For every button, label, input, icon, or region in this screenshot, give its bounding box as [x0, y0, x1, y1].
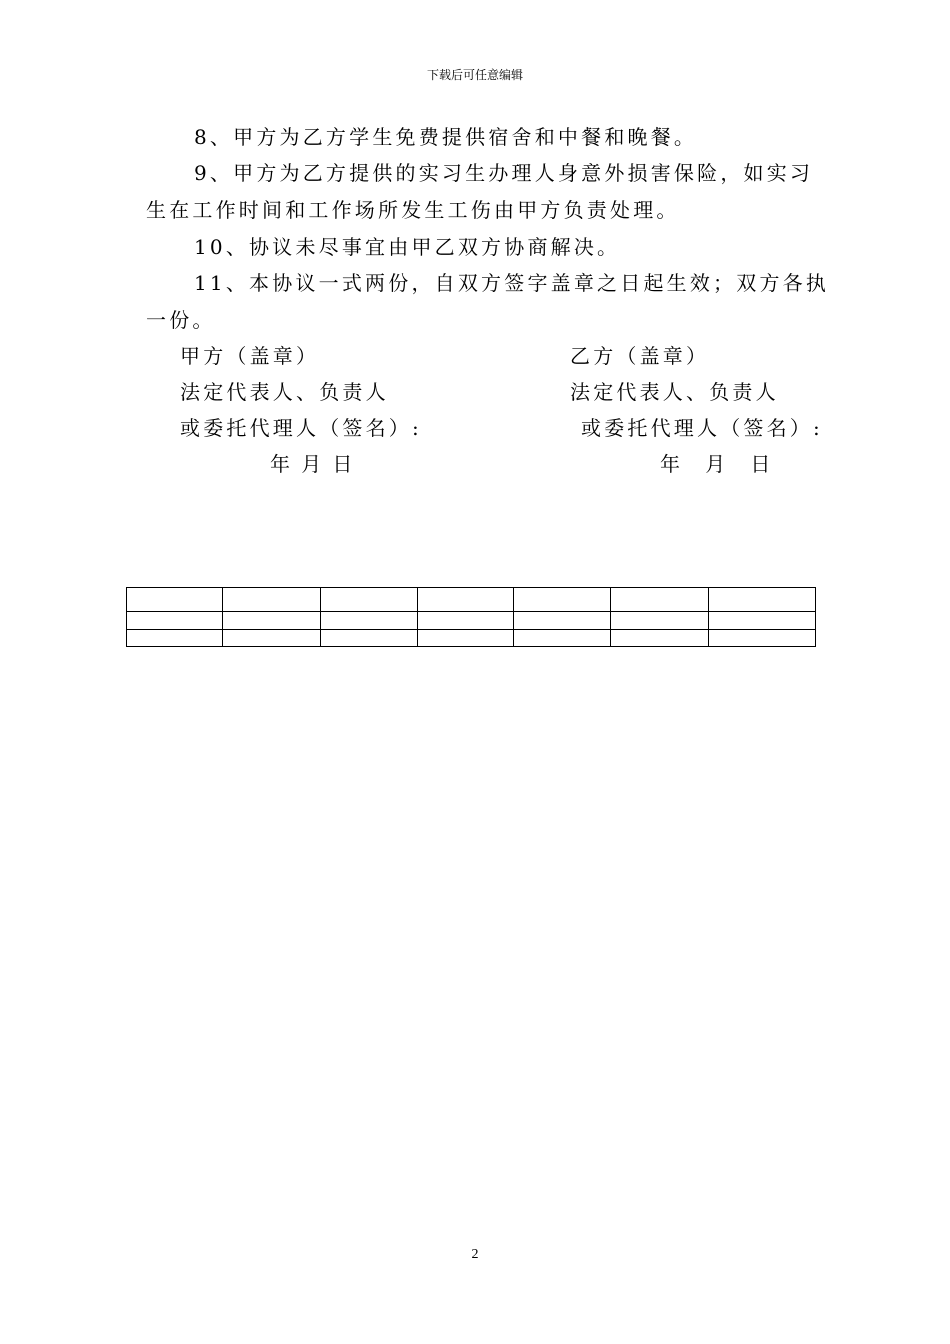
party-a-day-label: 日: [332, 452, 356, 476]
party-b-representative-label: 法定代表人、负责人: [570, 380, 779, 404]
party-b-agent-label: 或委托代理人（签名）:: [581, 416, 823, 440]
table-cell: [611, 612, 709, 629]
table-cell: [417, 629, 514, 646]
table-cell: [514, 629, 611, 646]
table-cell: [127, 612, 223, 629]
table-cell: [127, 588, 223, 612]
party-b-month-label: 月: [705, 452, 729, 476]
page-number: 2: [471, 1247, 479, 1262]
clause-10: 10、协议未尽事宜由甲乙双方协商解决。: [194, 235, 621, 259]
clause-11-line-1: 11、本协议一式两份，自双方签字盖章之日起生效；双方各执: [194, 271, 830, 295]
table-cell: [417, 588, 514, 612]
party-b-day-label: 日: [750, 452, 774, 476]
table-cell: [222, 629, 320, 646]
table-cell: [611, 588, 709, 612]
table-row: [127, 588, 816, 612]
party-a-date-line: [270, 446, 356, 483]
table-row: [127, 629, 816, 646]
clause-11-line-2: 一份。: [146, 308, 216, 332]
party-a-representative-label: 法定代表人、负责人: [180, 380, 389, 404]
clause-9-line-2: 生在工作时间和工作场所发生工伤由甲方负责处理。: [146, 198, 680, 222]
table-row: [127, 612, 816, 629]
table-cell: [709, 612, 816, 629]
table-cell: [709, 629, 816, 646]
party-b-date-line: [660, 446, 774, 483]
table-cell: [514, 588, 611, 612]
table-cell: [611, 629, 709, 646]
clause-8: 8、甲方为乙方学生免费提供宿舍和中餐和晚餐。: [194, 125, 698, 149]
clause-9-line-1: 9、甲方为乙方提供的实习生办理人身意外损害保险，如实习: [194, 161, 814, 185]
party-a-seal-label: 甲方（盖章）: [180, 344, 320, 368]
party-b-seal-label: 乙方（盖章）: [570, 344, 710, 368]
table-cell: [320, 629, 417, 646]
table-cell: [127, 629, 223, 646]
party-a-agent-label: 或委托代理人（签名）:: [180, 416, 422, 440]
party-a-month-label: 月: [301, 452, 325, 476]
table-cell: [222, 612, 320, 629]
blank-form-table: [126, 587, 816, 647]
party-a-year-label: 年: [270, 452, 294, 476]
table-cell: [320, 588, 417, 612]
page-header: 下载后可任意编辑: [426, 68, 523, 82]
table-cell: [222, 588, 320, 612]
table-cell: [320, 612, 417, 629]
table-cell: [417, 612, 514, 629]
table-cell: [514, 612, 611, 629]
party-b-year-label: 年: [660, 452, 684, 476]
table-cell: [709, 588, 816, 612]
